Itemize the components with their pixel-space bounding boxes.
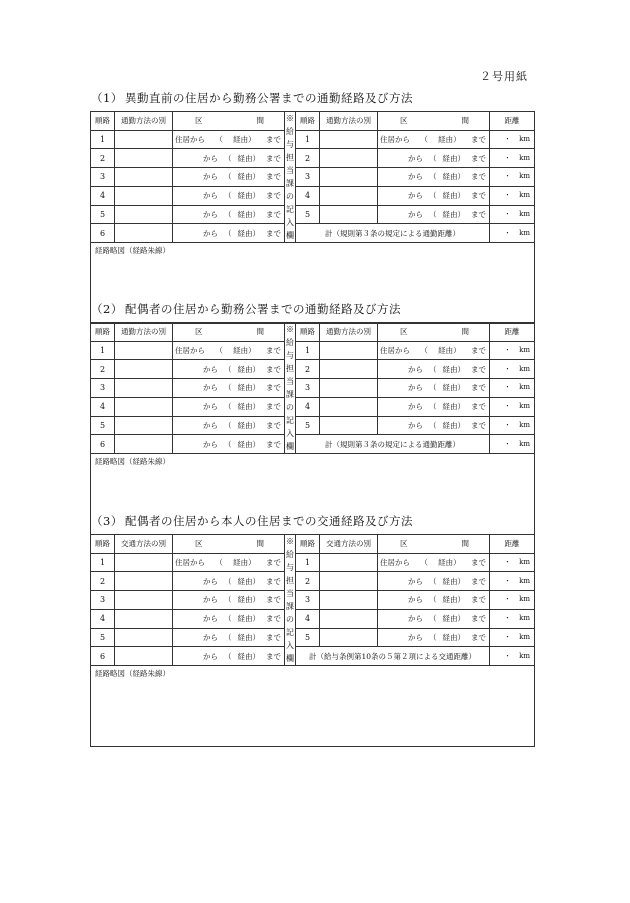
header-kubun: 区 間 — [378, 535, 490, 554]
kubun-field[interactable]: から （ 経由） まで — [378, 416, 490, 435]
mid-label: ※給与担当課の記入欄 — [286, 325, 294, 451]
header-distance: 距離 — [490, 112, 535, 131]
kubun-field[interactable]: から （ 経由） まで — [173, 647, 285, 666]
header-method: 通勤方法の別 — [320, 323, 378, 342]
route-number: 5 — [296, 416, 320, 435]
header-route: 順路 — [91, 323, 115, 342]
method-field[interactable] — [115, 628, 173, 647]
payroll-section-column — [285, 323, 296, 454]
route-number: 4 — [91, 609, 115, 628]
distance-field[interactable]: ・ km — [490, 416, 535, 435]
section-number: （3） — [91, 514, 123, 528]
route-number: 1 — [91, 553, 115, 572]
sketch-label: 経路略図（経路朱線） — [95, 457, 170, 466]
method-field[interactable] — [115, 572, 173, 591]
kubun-field[interactable]: から （ 経由） まで — [173, 360, 285, 379]
method-field[interactable] — [115, 205, 173, 224]
total-distance-field[interactable]: ・ km — [490, 224, 535, 243]
kubun-field[interactable]: から （ 経由） まで — [378, 168, 490, 187]
method-field[interactable] — [115, 130, 173, 149]
route-number: 1 — [91, 341, 115, 360]
kubun-field[interactable]: から （ 経由） まで — [173, 186, 285, 205]
route-number: 1 — [296, 130, 320, 149]
header-kubun: 区 間 — [378, 323, 490, 342]
method-field[interactable] — [115, 341, 173, 360]
method-field[interactable] — [320, 553, 378, 572]
route-number: 5 — [296, 205, 320, 224]
route-number: 1 — [296, 341, 320, 360]
kubun-field[interactable]: から （ 経由） まで — [378, 397, 490, 416]
kubun-field[interactable]: から （ 経由） まで — [173, 168, 285, 187]
distance-field[interactable]: ・ km — [490, 591, 535, 610]
method-field[interactable] — [320, 341, 378, 360]
method-field[interactable] — [115, 360, 173, 379]
route-number: 5 — [91, 205, 115, 224]
header-kubun: 区 間 — [173, 535, 285, 554]
kubun-field[interactable]: 住居から （ 経由） まで — [173, 341, 285, 360]
kubun-field[interactable]: から （ 経由） まで — [378, 609, 490, 628]
method-field[interactable] — [115, 186, 173, 205]
kubun-field[interactable]: から （ 経由） まで — [173, 591, 285, 610]
route-number: 5 — [296, 628, 320, 647]
route-number: 1 — [91, 130, 115, 149]
kubun-field[interactable]: から （ 経由） まで — [173, 149, 285, 168]
distance-field[interactable]: ・ km — [490, 609, 535, 628]
method-field[interactable] — [320, 379, 378, 398]
kubun-field[interactable]: から （ 経由） まで — [173, 416, 285, 435]
route-number: 1 — [296, 553, 320, 572]
method-field[interactable] — [320, 609, 378, 628]
route-table-3 — [90, 534, 535, 747]
section-title-text: 配偶者の住居から勤務公署までの通勤経路及び方法 — [125, 302, 401, 316]
route-number: 4 — [296, 397, 320, 416]
route-number: 5 — [91, 416, 115, 435]
distance-field[interactable]: ・ km — [490, 149, 535, 168]
route-number: 2 — [91, 360, 115, 379]
method-field[interactable] — [320, 149, 378, 168]
route-number: 2 — [296, 572, 320, 591]
route-table-2 — [90, 322, 535, 535]
total-distance-field[interactable]: ・ km — [490, 647, 535, 666]
header-route: 順路 — [296, 112, 320, 131]
payroll-section-column — [285, 112, 296, 243]
kubun-field[interactable]: から （ 経由） まで — [378, 628, 490, 647]
method-field[interactable] — [320, 130, 378, 149]
total-label: 計（給与条例第10条の５第２項による交通距離） — [296, 647, 490, 666]
header-route: 順路 — [91, 535, 115, 554]
mid-label: ※給与担当課の記入欄 — [286, 114, 294, 240]
method-field[interactable] — [115, 224, 173, 243]
kubun-field[interactable]: から （ 経由） まで — [378, 205, 490, 224]
header-kubun: 区 間 — [173, 323, 285, 342]
route-number: 6 — [91, 647, 115, 666]
distance-field[interactable]: ・ km — [490, 186, 535, 205]
route-number: 5 — [91, 628, 115, 647]
method-field[interactable] — [115, 379, 173, 398]
route-number: 2 — [296, 360, 320, 379]
kubun-field[interactable]: から （ 経由） まで — [173, 224, 285, 243]
method-field[interactable] — [115, 416, 173, 435]
method-field[interactable] — [320, 572, 378, 591]
route-number: 2 — [91, 572, 115, 591]
header-method: 交通方法の別 — [320, 535, 378, 554]
kubun-field[interactable]: から （ 経由） まで — [378, 186, 490, 205]
distance-field[interactable]: ・ km — [490, 397, 535, 416]
route-number: 6 — [91, 435, 115, 454]
route-number: 3 — [296, 379, 320, 398]
method-field[interactable] — [320, 205, 378, 224]
kubun-field[interactable]: から （ 経由） まで — [173, 435, 285, 454]
kubun-field[interactable]: 住居から （ 経由） まで — [378, 130, 490, 149]
total-distance-field[interactable]: ・ km — [490, 435, 535, 454]
kubun-field[interactable]: から （ 経由） まで — [173, 609, 285, 628]
section-2-title — [91, 301, 401, 317]
route-number: 6 — [91, 224, 115, 243]
header-kubun: 区 間 — [173, 112, 285, 131]
route-sketch-area[interactable] — [91, 666, 535, 747]
header-kubun: 区 間 — [378, 112, 490, 131]
distance-field[interactable]: ・ km — [490, 572, 535, 591]
kubun-field[interactable]: から （ 経由） まで — [378, 572, 490, 591]
mid-label: ※給与担当課の記入欄 — [286, 537, 294, 663]
total-label: 計（規則第３条の規定による通勤距離） — [296, 435, 490, 454]
header-distance: 距離 — [490, 535, 535, 554]
route-number: 3 — [91, 591, 115, 610]
section-1-title — [91, 90, 413, 106]
kubun-field[interactable]: から （ 経由） まで — [378, 360, 490, 379]
distance-field[interactable]: ・ km — [490, 130, 535, 149]
method-field[interactable] — [115, 609, 173, 628]
form-number: ２号用紙 — [480, 70, 528, 83]
kubun-field[interactable]: 住居から （ 経由） まで — [378, 553, 490, 572]
section-number: （2） — [91, 302, 123, 316]
route-number: 3 — [296, 168, 320, 187]
route-number: 2 — [91, 149, 115, 168]
method-field[interactable] — [320, 397, 378, 416]
header-method: 通勤方法の別 — [320, 112, 378, 131]
header-method: 通勤方法の別 — [115, 112, 173, 131]
route-number: 3 — [91, 379, 115, 398]
kubun-field[interactable]: から （ 経由） まで — [378, 591, 490, 610]
distance-field[interactable]: ・ km — [490, 205, 535, 224]
header-route: 順路 — [296, 323, 320, 342]
total-label: 計（規則第３条の規定による通勤距離） — [296, 224, 490, 243]
section-3-title — [91, 513, 413, 529]
kubun-field[interactable]: から （ 経由） まで — [173, 397, 285, 416]
route-number: 4 — [91, 397, 115, 416]
route-number: 4 — [91, 186, 115, 205]
section-title-text: 異動直前の住居から勤務公署までの通勤経路及び方法 — [125, 91, 413, 105]
method-field[interactable] — [320, 628, 378, 647]
method-field[interactable] — [320, 168, 378, 187]
method-field[interactable] — [115, 168, 173, 187]
distance-field[interactable]: ・ km — [490, 360, 535, 379]
method-field[interactable] — [115, 591, 173, 610]
sketch-label: 経路略図（経路朱線） — [95, 669, 170, 678]
kubun-field[interactable]: から （ 経由） まで — [378, 149, 490, 168]
method-field[interactable] — [115, 435, 173, 454]
method-field[interactable] — [320, 416, 378, 435]
kubun-field[interactable]: 住居から （ 経由） まで — [173, 130, 285, 149]
payroll-section-column — [285, 535, 296, 666]
route-table-1 — [90, 111, 535, 324]
route-number: 4 — [296, 186, 320, 205]
method-field[interactable] — [320, 360, 378, 379]
method-field[interactable] — [115, 397, 173, 416]
kubun-field[interactable]: 住居から （ 経由） まで — [378, 341, 490, 360]
method-field[interactable] — [320, 186, 378, 205]
kubun-field[interactable]: から （ 経由） まで — [173, 205, 285, 224]
route-number: 3 — [296, 591, 320, 610]
method-field[interactable] — [115, 647, 173, 666]
kubun-field[interactable]: から （ 経由） まで — [173, 572, 285, 591]
header-route: 順路 — [91, 112, 115, 131]
distance-field[interactable]: ・ km — [490, 341, 535, 360]
method-field[interactable] — [320, 591, 378, 610]
method-field[interactable] — [115, 553, 173, 572]
kubun-field[interactable]: 住居から （ 経由） まで — [173, 553, 285, 572]
route-number: 3 — [91, 168, 115, 187]
header-route: 順路 — [296, 535, 320, 554]
header-distance: 距離 — [490, 323, 535, 342]
section-number: （1） — [91, 91, 123, 105]
distance-field[interactable]: ・ km — [490, 379, 535, 398]
distance-field[interactable]: ・ km — [490, 168, 535, 187]
kubun-field[interactable]: から （ 経由） まで — [378, 379, 490, 398]
kubun-field[interactable]: から （ 経由） まで — [173, 379, 285, 398]
route-number: 2 — [296, 149, 320, 168]
route-number: 4 — [296, 609, 320, 628]
distance-field[interactable]: ・ km — [490, 553, 535, 572]
method-field[interactable] — [115, 149, 173, 168]
section-title-text: 配偶者の住居から本人の住居までの交通経路及び方法 — [125, 514, 413, 528]
distance-field[interactable]: ・ km — [490, 628, 535, 647]
sketch-label: 経路略図（経路朱線） — [95, 246, 170, 255]
kubun-field[interactable]: から （ 経由） まで — [173, 628, 285, 647]
header-method: 交通方法の別 — [115, 535, 173, 554]
header-method: 通勤方法の別 — [115, 323, 173, 342]
